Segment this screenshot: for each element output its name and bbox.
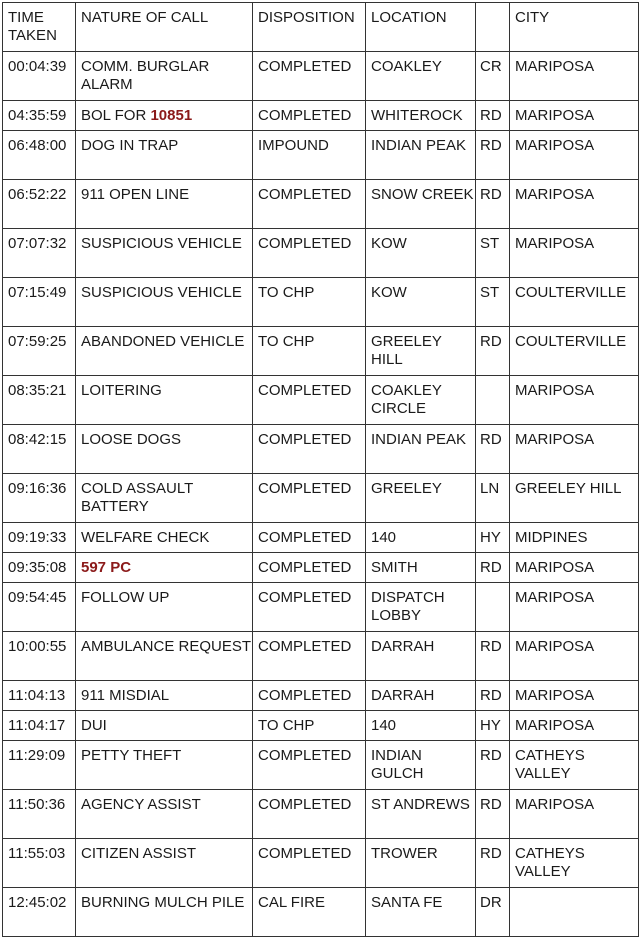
header-street-type <box>476 3 510 52</box>
header-row <box>3 3 639 52</box>
cell-street-type: RD <box>476 131 510 180</box>
cell-city: COULTERVILLE <box>510 327 639 376</box>
cell-location: ST ANDREWS <box>366 790 476 839</box>
table-row <box>3 523 639 553</box>
header-disposition: DISPOSITION <box>253 3 366 52</box>
table-row <box>3 425 639 474</box>
cell-location: SANTA FE <box>366 888 476 937</box>
cell-disposition: COMPLETED <box>253 583 366 632</box>
cell-city: MARIPOSA <box>510 553 639 583</box>
header-nature-of-call: NATURE OF CALL <box>76 3 253 52</box>
cell-disposition: IMPOUND <box>253 131 366 180</box>
table-row <box>3 180 639 229</box>
cell-time: 12:45:02 <box>3 888 76 937</box>
cell-disposition: COMPLETED <box>253 101 366 131</box>
cell-street-type: RD <box>476 839 510 888</box>
cell-nature-of-call: AGENCY ASSIST <box>76 790 253 839</box>
cell-city: CATHEYS VALLEY <box>510 839 639 888</box>
cell-nature-of-call: WELFARE CHECK <box>76 523 253 553</box>
cell-disposition: COMPLETED <box>253 741 366 790</box>
cell-city: MIDPINES <box>510 523 639 553</box>
cell-nature-of-call: SUSPICIOUS VEHICLE <box>76 229 253 278</box>
cell-city: MARIPOSA <box>510 583 639 632</box>
table-row <box>3 741 639 790</box>
cell-city: MARIPOSA <box>510 790 639 839</box>
cell-time: 08:42:15 <box>3 425 76 474</box>
cell-disposition: COMPLETED <box>253 523 366 553</box>
cell-location: WHITEROCK <box>366 101 476 131</box>
cell-time: 11:04:17 <box>3 711 76 741</box>
cell-nature-of-call: ABANDONED VEHICLE <box>76 327 253 376</box>
cell-time: 07:59:25 <box>3 327 76 376</box>
cell-street-type: HY <box>476 711 510 741</box>
cell-city: MARIPOSA <box>510 711 639 741</box>
table-row <box>3 52 639 101</box>
cell-nature-of-call: LOITERING <box>76 376 253 425</box>
cell-location: INDIAN GULCH <box>366 741 476 790</box>
cell-time: 11:29:09 <box>3 741 76 790</box>
cell-city: MARIPOSA <box>510 632 639 681</box>
cell-nature-of-call: CITIZEN ASSIST <box>76 839 253 888</box>
table-row <box>3 131 639 180</box>
cell-street-type: HY <box>476 523 510 553</box>
cell-disposition: COMPLETED <box>253 425 366 474</box>
cell-location: 140 <box>366 711 476 741</box>
cell-disposition: TO CHP <box>253 711 366 741</box>
cell-street-type: LN <box>476 474 510 523</box>
cell-disposition: CAL FIRE <box>253 888 366 937</box>
cell-time: 06:52:22 <box>3 180 76 229</box>
cell-city <box>510 888 639 937</box>
cell-location: INDIAN PEAK <box>366 131 476 180</box>
header-location: LOCATION <box>366 3 476 52</box>
cell-street-type: DR <box>476 888 510 937</box>
cell-nature-of-call <box>76 553 253 583</box>
cell-street-type: RD <box>476 681 510 711</box>
cell-location: GREELEY <box>366 474 476 523</box>
cell-time: 09:54:45 <box>3 583 76 632</box>
table-row <box>3 583 639 632</box>
cell-location: GREELEY HILL <box>366 327 476 376</box>
cell-disposition: COMPLETED <box>253 681 366 711</box>
cell-time: 09:35:08 <box>3 553 76 583</box>
cell-street-type: RD <box>476 741 510 790</box>
cell-city: MARIPOSA <box>510 681 639 711</box>
cell-location: 140 <box>366 523 476 553</box>
cell-street-type: CR <box>476 52 510 101</box>
cell-time: 11:04:13 <box>3 681 76 711</box>
table-row <box>3 101 639 131</box>
cell-city: MARIPOSA <box>510 101 639 131</box>
cell-city: MARIPOSA <box>510 376 639 425</box>
cell-disposition: COMPLETED <box>253 229 366 278</box>
cell-street-type: ST <box>476 278 510 327</box>
table-row <box>3 632 639 681</box>
cell-street-type: RD <box>476 790 510 839</box>
table-row <box>3 790 639 839</box>
cell-nature-of-call: PETTY THEFT <box>76 741 253 790</box>
table-row <box>3 229 639 278</box>
cell-location: DARRAH <box>366 632 476 681</box>
cell-nature-of-call: BURNING MULCH PILE <box>76 888 253 937</box>
table-row <box>3 278 639 327</box>
cell-nature-of-call: COMM. BURGLAR ALARM <box>76 52 253 101</box>
cell-city: MARIPOSA <box>510 180 639 229</box>
table-row <box>3 681 639 711</box>
nature-text: BOL FOR <box>81 107 147 124</box>
table-row <box>3 839 639 888</box>
cell-disposition: COMPLETED <box>253 474 366 523</box>
cell-street-type <box>476 583 510 632</box>
cell-time: 09:16:36 <box>3 474 76 523</box>
cell-street-type: RD <box>476 180 510 229</box>
cell-street-type: RD <box>476 632 510 681</box>
cell-disposition: COMPLETED <box>253 790 366 839</box>
cell-disposition: COMPLETED <box>253 553 366 583</box>
cell-city: GREELEY HILL <box>510 474 639 523</box>
cell-nature-of-call: AMBULANCE REQUEST <box>76 632 253 681</box>
cell-nature-of-call <box>76 101 253 131</box>
cell-street-type <box>476 376 510 425</box>
table-row <box>3 474 639 523</box>
table-row <box>3 711 639 741</box>
table-row <box>3 888 639 937</box>
cell-street-type: RD <box>476 553 510 583</box>
cell-disposition: TO CHP <box>253 278 366 327</box>
cell-nature-of-call: FOLLOW UP <box>76 583 253 632</box>
call-log-table <box>2 2 639 937</box>
header-city: CITY <box>510 3 639 52</box>
cell-street-type: ST <box>476 229 510 278</box>
cell-time: 07:07:32 <box>3 229 76 278</box>
cell-street-type: RD <box>476 101 510 131</box>
cell-street-type: RD <box>476 425 510 474</box>
cell-city: MARIPOSA <box>510 52 639 101</box>
cell-disposition: TO CHP <box>253 327 366 376</box>
cell-time: 07:15:49 <box>3 278 76 327</box>
table-row <box>3 327 639 376</box>
cell-location: TROWER <box>366 839 476 888</box>
cell-nature-of-call: DUI <box>76 711 253 741</box>
cell-location: KOW <box>366 229 476 278</box>
cell-city: CATHEYS VALLEY <box>510 741 639 790</box>
cell-location: COAKLEY <box>366 52 476 101</box>
cell-nature-of-call: LOOSE DOGS <box>76 425 253 474</box>
cell-city: MARIPOSA <box>510 229 639 278</box>
cell-city: COULTERVILLE <box>510 278 639 327</box>
table-row <box>3 553 639 583</box>
cell-street-type: RD <box>476 327 510 376</box>
cell-time: 10:00:55 <box>3 632 76 681</box>
cell-time: 00:04:39 <box>3 52 76 101</box>
cell-location: DISPATCH LOBBY <box>366 583 476 632</box>
cell-nature-of-call: 911 MISDIAL <box>76 681 253 711</box>
cell-time: 08:35:21 <box>3 376 76 425</box>
header-time-taken: TIME TAKEN <box>3 3 76 52</box>
cell-disposition: COMPLETED <box>253 376 366 425</box>
cell-location: SNOW CREEK <box>366 180 476 229</box>
cell-disposition: COMPLETED <box>253 52 366 101</box>
cell-disposition: COMPLETED <box>253 632 366 681</box>
cell-disposition: COMPLETED <box>253 180 366 229</box>
cell-location: INDIAN PEAK <box>366 425 476 474</box>
cell-disposition: COMPLETED <box>253 839 366 888</box>
cell-city: MARIPOSA <box>510 131 639 180</box>
cell-nature-of-call: COLD ASSAULT BATTERY <box>76 474 253 523</box>
cell-location: SMITH <box>366 553 476 583</box>
cell-time: 11:50:36 <box>3 790 76 839</box>
highlighted-code: 10851 <box>150 107 193 124</box>
cell-time: 06:48:00 <box>3 131 76 180</box>
cell-nature-of-call: SUSPICIOUS VEHICLE <box>76 278 253 327</box>
cell-time: 04:35:59 <box>3 101 76 131</box>
cell-nature-of-call: DOG IN TRAP <box>76 131 253 180</box>
highlighted-code: 597 PC <box>81 559 132 576</box>
cell-time: 09:19:33 <box>3 523 76 553</box>
cell-location: KOW <box>366 278 476 327</box>
cell-location: COAKLEY CIRCLE <box>366 376 476 425</box>
cell-city: MARIPOSA <box>510 425 639 474</box>
cell-location: DARRAH <box>366 681 476 711</box>
cell-time: 11:55:03 <box>3 839 76 888</box>
table-row <box>3 376 639 425</box>
cell-nature-of-call: 911 OPEN LINE <box>76 180 253 229</box>
